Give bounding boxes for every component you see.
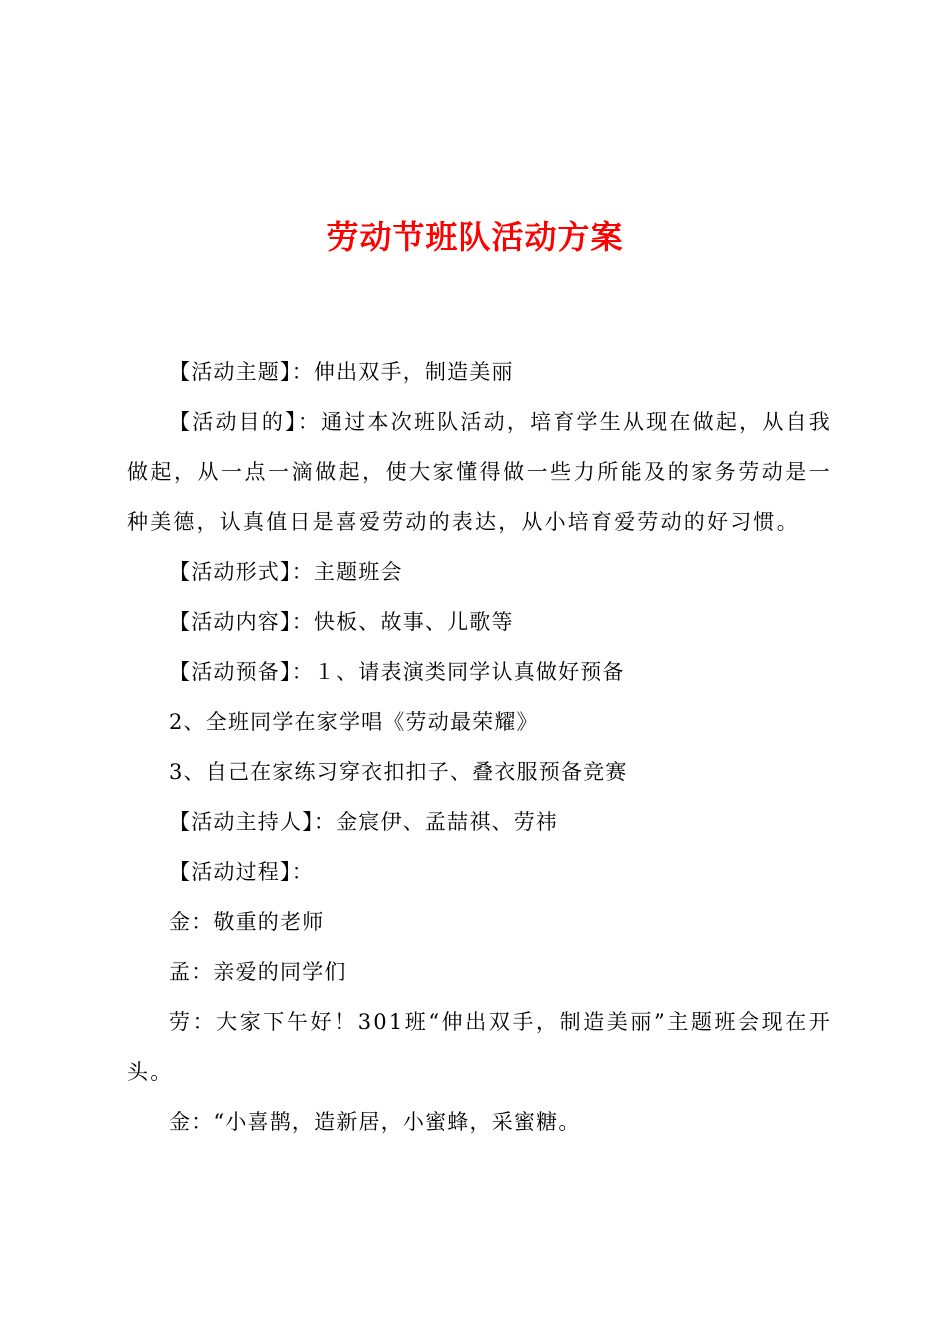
paragraph-dialogue-jin-1: 金：敬重的老师 bbox=[169, 910, 325, 934]
paragraph-activity-process: 【活动过程】： bbox=[169, 860, 314, 884]
paragraph-activity-purpose: 【活动目的】：通过本次班队活动，培育学生从现在做起，从自我做起，从一点一滴做起，使大家懂得做一些力所能及的家务劳动是一种美德，认真值日是喜爱劳动的表达，从小培育爱劳动的好习惯。 bbox=[127, 410, 832, 534]
paragraph-activity-theme: 【活动主题】：伸出双手，制造美丽 bbox=[169, 360, 514, 384]
paragraph-activity-preparation: 【活动预备】：１、请表演类同学认真做好预备 bbox=[169, 660, 625, 684]
paragraph-dialogue-meng-1: 孟：亲爱的同学们 bbox=[169, 960, 347, 984]
paragraph-dialogue-lao-1: 劳：大家下午好！301班“伸出双手，制造美丽”主题班会现在开头。 bbox=[127, 1010, 832, 1084]
paragraph-activity-content: 【活动内容】：快板、故事、儿歌等 bbox=[169, 610, 514, 634]
document-body bbox=[127, 347, 832, 1147]
paragraph-preparation-item-2: 2、全班同学在家学唱《劳动最荣耀》 bbox=[169, 710, 539, 734]
paragraph-dialogue-jin-2: 金：“小喜鹊，造新居，小蜜蜂，采蜜糖。 bbox=[169, 1110, 581, 1134]
paragraph-preparation-item-3: 3、自己在家练习穿衣扣扣子、叠衣服预备竞赛 bbox=[169, 760, 628, 784]
paragraph-activity-form: 【活动形式】：主题班会 bbox=[169, 560, 403, 584]
document-title: 劳动节班队活动方案 bbox=[326, 218, 624, 256]
paragraph-activity-hosts: 【活动主持人】：金宸伊、孟喆祺、劳祎 bbox=[169, 810, 559, 834]
